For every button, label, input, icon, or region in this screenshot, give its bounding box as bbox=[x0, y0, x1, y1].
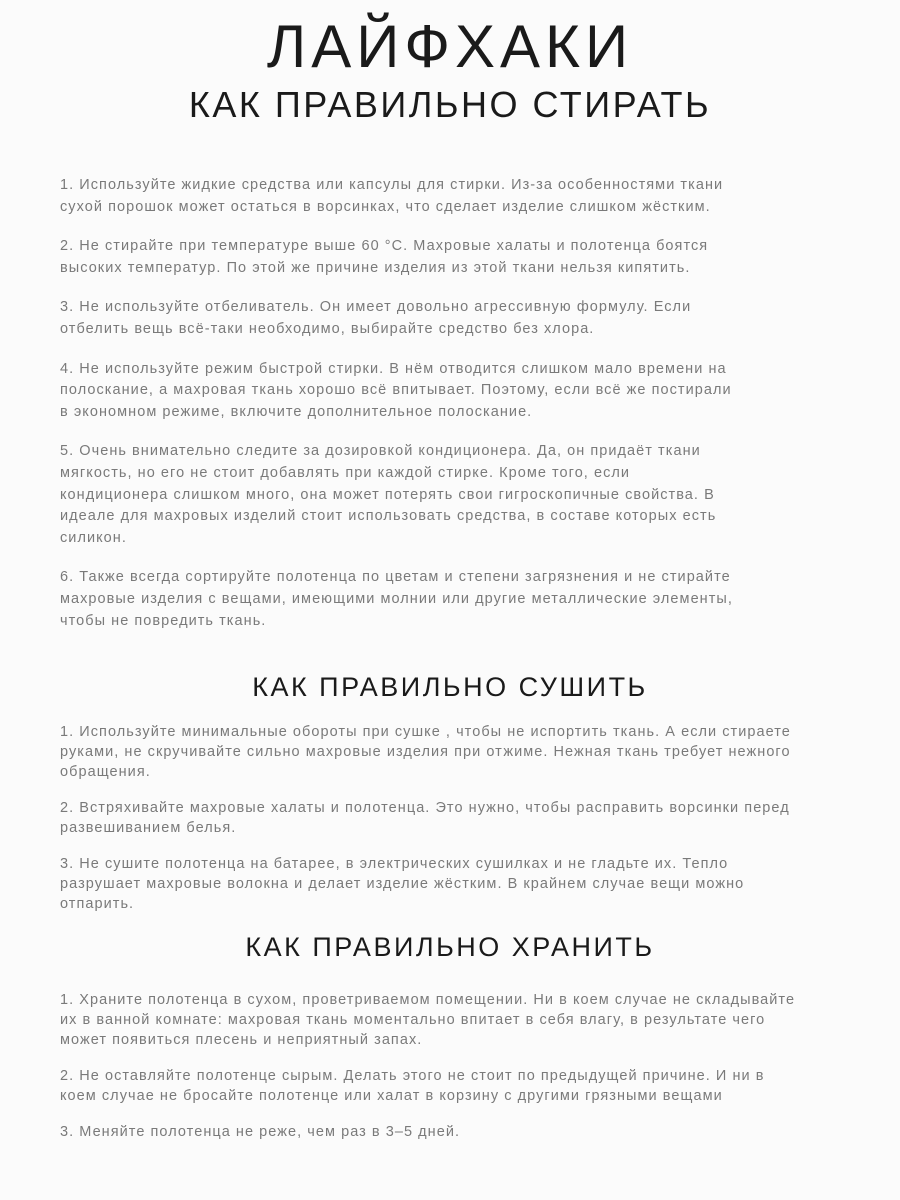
tip-line: коем случае не бросайте полотенце или халат в корзину с другими грязными вещами bbox=[60, 1088, 723, 1104]
tip-line: 3. Не используйте отбеливатель. Он имеет довольно агрессивную формулу. Если bbox=[60, 299, 692, 316]
section-heading-wash: КАК ПРАВИЛЬНО СТИРАТЬ bbox=[188, 84, 712, 125]
tip-paragraph bbox=[60, 854, 860, 914]
tip-line: 2. Не оставляйте полотенце сырым. Делать этого не стоит по предыдущей причине. И ни в bbox=[60, 1068, 765, 1084]
tip-line: их в ванной комнате: махровая ткань моментально впитает в себя влагу, в результате чего bbox=[60, 1012, 766, 1028]
tip-line: 1. Используйте минимальные обороты при сушке , чтобы не испортить ткань. А если стираете bbox=[60, 724, 791, 740]
tip-paragraph bbox=[60, 236, 860, 279]
tip-line: 2. Не стирайте при температуре выше 60 °С. Махровые халаты и полотенца боятся bbox=[60, 238, 709, 255]
tip-paragraph bbox=[60, 567, 860, 632]
tip-paragraph bbox=[60, 297, 860, 340]
wash-tips bbox=[60, 175, 860, 650]
tip-paragraph bbox=[60, 359, 860, 424]
tip-paragraph bbox=[60, 1066, 860, 1106]
tip-line: идеале для махровых изделий стоит использовать средства, в составе которых есть bbox=[60, 508, 717, 525]
tip-line: 5. Очень внимательно следите за дозировкой кондиционера. Да, он придаёт ткани bbox=[60, 443, 701, 460]
tip-line: силикон. bbox=[60, 529, 127, 546]
tip-line: отбелить вещь всё-таки необходимо, выбирайте средство без хлора. bbox=[60, 320, 595, 337]
tip-line: разрушает махровые волокна и делает изделие жёстким. В крайнем случае вещи можно bbox=[60, 876, 745, 892]
tip-line: чтобы не повредить ткань. bbox=[60, 612, 267, 629]
tip-line: обращения. bbox=[60, 764, 151, 780]
tip-paragraph bbox=[60, 722, 860, 782]
tip-line: сухой порошок может остаться в ворсинках, что сделает изделие слишком жёстким. bbox=[60, 198, 711, 215]
store-tips bbox=[60, 990, 860, 1158]
tip-line: руками, не скручивайте сильно махровые изделия при отжиме. Нежная ткань требует нежного bbox=[60, 744, 791, 760]
section-heading-dry: КАК ПРАВИЛЬНО СУШИТЬ bbox=[252, 672, 648, 702]
section-heading-store: КАК ПРАВИЛЬНО ХРАНИТЬ bbox=[245, 932, 655, 962]
tip-line: 6. Также всегда сортируйте полотенца по цветам и степени загрязнения и не стирайте bbox=[60, 569, 731, 586]
tip-line: отпарить. bbox=[60, 896, 135, 912]
tip-line: махровые изделия с вещами, имеющими молнии или другие металлические элементы, bbox=[60, 590, 733, 607]
tip-line: может появиться плесень и неприятный запах. bbox=[60, 1032, 423, 1048]
tip-paragraph bbox=[60, 1122, 860, 1142]
tip-line: мягкость, но его не стоит добавлять при каждой стирке. Кроме того, если bbox=[60, 464, 631, 481]
tip-line: 3. Меняйте полотенца не реже, чем раз в 3–5 дней. bbox=[60, 1124, 461, 1140]
tip-paragraph bbox=[60, 990, 860, 1050]
tip-line: 1. Храните полотенца в сухом, проветриваемом помещении. Ни в коем случае не складывайте bbox=[60, 992, 796, 1008]
dry-tips bbox=[60, 722, 860, 930]
tip-paragraph bbox=[60, 175, 860, 218]
tip-line: кондиционера слишком много, она может потерять свои гигроскопичные свойства. В bbox=[60, 486, 715, 503]
tip-line: высоких температур. По этой же причине изделия из этой ткани нельзя кипятить. bbox=[60, 259, 691, 276]
tip-line: 3. Не сушите полотенца на батарее, в электрических сушилках и не гладьте их. Тепло bbox=[60, 856, 729, 872]
tip-line: 4. Не используйте режим быстрой стирки. В нём отводится слишком мало времени на bbox=[60, 360, 727, 377]
page-title: ЛАЙФХАКИ bbox=[266, 13, 634, 80]
tip-line: в экономном режиме, включите дополнительное полоскание. bbox=[60, 403, 533, 420]
tip-line: развешиванием белья. bbox=[60, 820, 237, 836]
tip-paragraph bbox=[60, 798, 860, 838]
tip-line: полоскание, а махровая ткань хорошо всё впитывает. Поэтому, если всё же постирали bbox=[60, 382, 732, 399]
tip-line: 2. Встряхивайте махровые халаты и полотенца. Это нужно, чтобы расправить ворсинки перед bbox=[60, 800, 790, 816]
tip-line: 1. Используйте жидкие средства или капсулы для стирки. Из-за особенностями ткани bbox=[60, 177, 724, 193]
tip-paragraph bbox=[60, 441, 860, 549]
